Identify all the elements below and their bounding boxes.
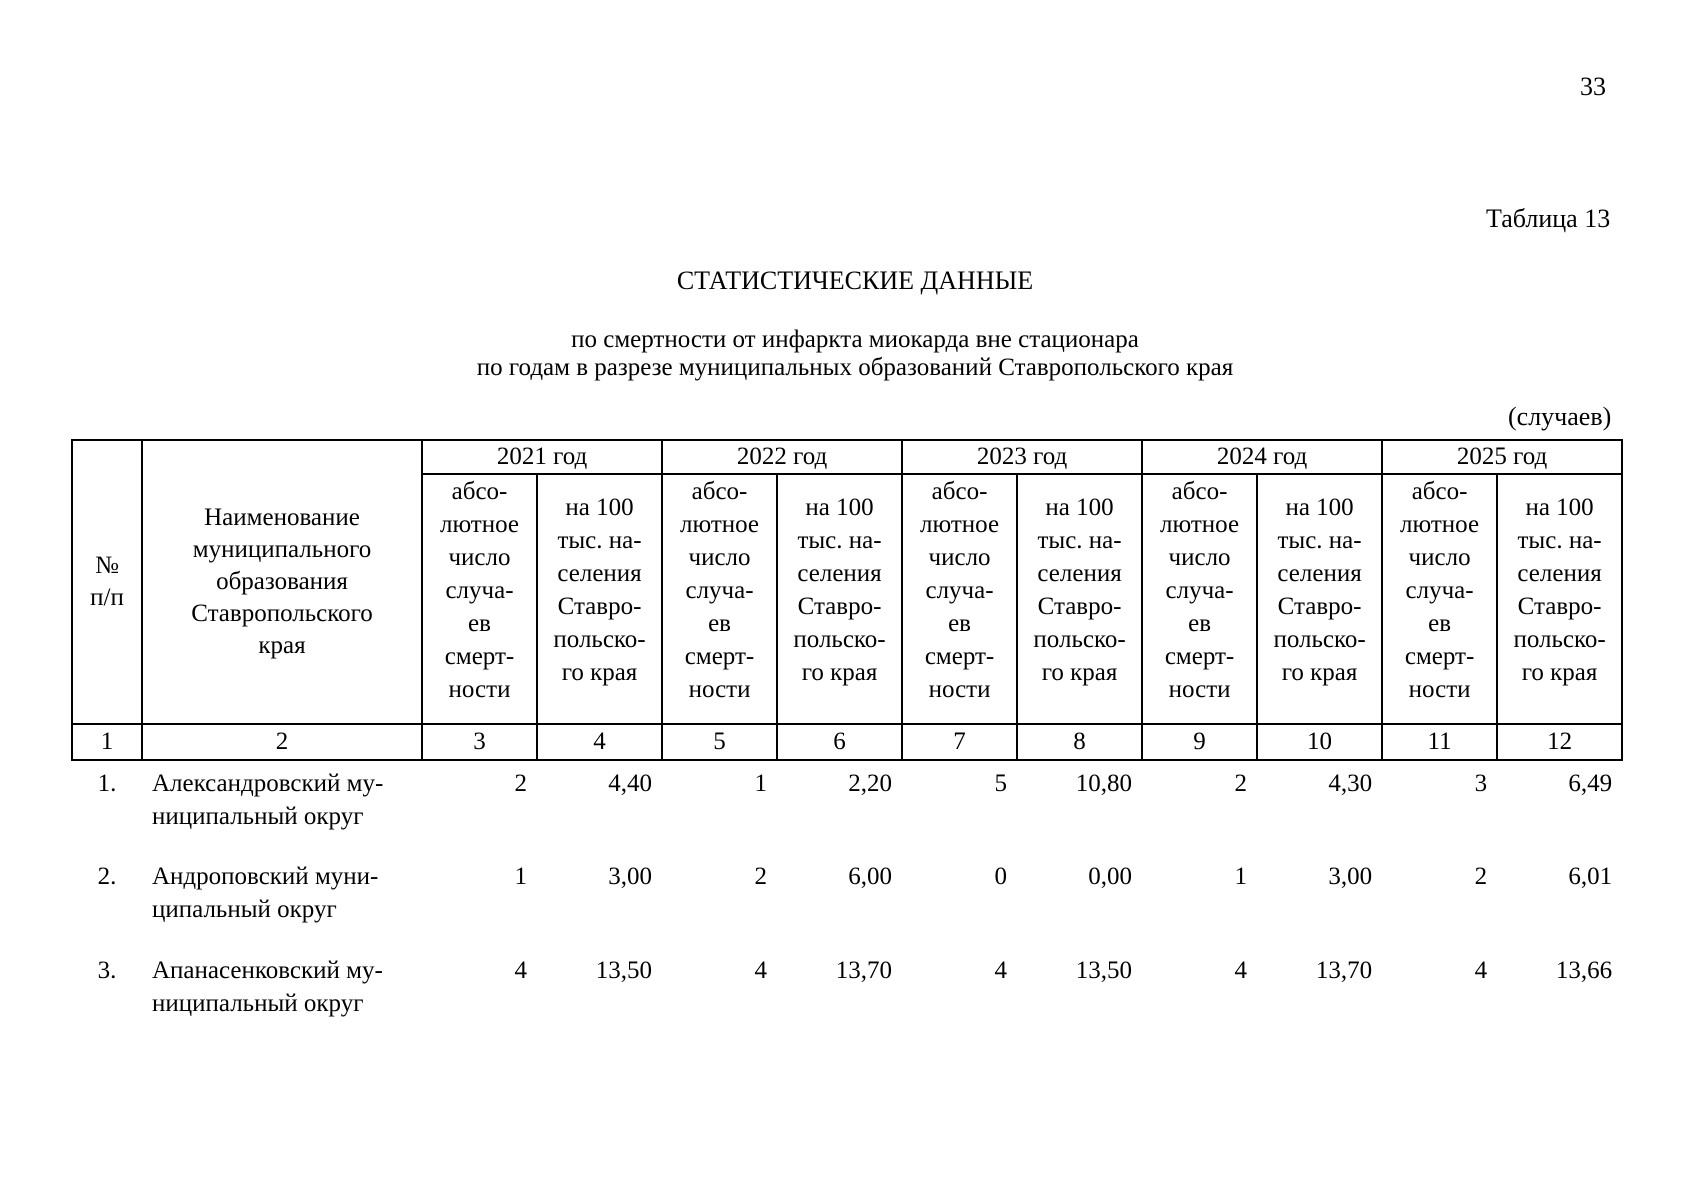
column-number: 4 bbox=[537, 724, 662, 760]
column-number: 10 bbox=[1257, 724, 1382, 760]
header-absolute-count: абсо- лютное число случа- ев смерт- ности bbox=[902, 474, 1017, 724]
header-absolute-count: абсо- лютное число случа- ев смерт- ности bbox=[1382, 474, 1497, 724]
cell-absolute-count: 5 bbox=[994, 770, 1008, 797]
column-number: 3 bbox=[422, 724, 537, 760]
municipality-name: Андроповский муни- ципальный округ bbox=[152, 863, 379, 923]
column-number: 2 bbox=[142, 724, 422, 760]
header-per-100k: на 100 тыс. на- селения Ставро- польско- го края bbox=[537, 474, 662, 724]
cell-absolute-count: 2 bbox=[754, 863, 768, 890]
cell-absolute-count: 4 bbox=[514, 957, 527, 984]
subtitle-line-2: по годам в разрезе муниципальных образований Ставропольского края bbox=[476, 354, 1234, 381]
cell-absolute-count: 0 bbox=[994, 863, 1008, 890]
cell-per-100k: 13,66 bbox=[1555, 957, 1613, 984]
column-number: 8 bbox=[1017, 724, 1142, 760]
cell-absolute-count: 2 bbox=[1474, 863, 1488, 890]
row-number: 3. bbox=[97, 957, 117, 984]
column-numbers-row bbox=[72, 724, 1622, 760]
cell-absolute-count: 1 bbox=[754, 770, 768, 797]
column-number: 5 bbox=[662, 724, 777, 760]
cell-absolute-count: 4 bbox=[1234, 957, 1248, 984]
row-number: 2. bbox=[97, 863, 117, 890]
column-number: 1 bbox=[72, 724, 142, 760]
statistics-table bbox=[71, 439, 1623, 1042]
cell-per-100k: 6,00 bbox=[848, 863, 893, 890]
header-year-2024: 2024 год bbox=[1142, 440, 1382, 474]
header-per-100k: на 100 тыс. на- селения Ставро- польско- го края bbox=[1257, 474, 1382, 724]
cell-per-100k: 3,00 bbox=[1328, 863, 1373, 890]
column-number: 7 bbox=[902, 724, 1017, 760]
cell-per-100k: 6,01 bbox=[1568, 863, 1613, 890]
column-number: 6 bbox=[777, 724, 902, 760]
header-year-2023: 2023 год bbox=[902, 440, 1142, 474]
cell-per-100k: 4,40 bbox=[608, 770, 653, 797]
cell-absolute-count: 4 bbox=[754, 957, 768, 984]
document-title: СТАТИСТИЧЕСКИЕ ДАННЫЕ bbox=[676, 266, 1034, 295]
header-municipality-name: Наименование муниципального образования Ставропольского края bbox=[142, 440, 422, 724]
document-subtitle bbox=[0, 326, 1696, 382]
table-row bbox=[72, 760, 1622, 854]
municipality-name: Апанасенковский му- ниципальный округ bbox=[152, 957, 383, 1017]
column-number: 11 bbox=[1382, 724, 1497, 760]
page-number: 33 bbox=[1580, 72, 1606, 101]
municipality-name: Александровский му- ниципальный округ bbox=[152, 770, 384, 830]
header-absolute-count: абсо- лютное число случа- ев смерт- ности bbox=[662, 474, 777, 724]
cell-per-100k: 10,80 bbox=[1075, 770, 1133, 797]
unit-note: (случаев) bbox=[1508, 402, 1612, 431]
cell-absolute-count: 2 bbox=[514, 770, 527, 797]
header-per-100k: на 100 тыс. на- селения Ставро- польско- го края bbox=[1497, 474, 1622, 724]
cell-absolute-count: 4 bbox=[1474, 957, 1488, 984]
cell-per-100k: 3,00 bbox=[608, 863, 653, 890]
subtitle-line-1: по смертности от инфаркта миокарда вне стационара bbox=[571, 326, 1139, 353]
header-years-row bbox=[72, 440, 1622, 474]
cell-absolute-count: 4 bbox=[994, 957, 1008, 984]
table-label: Таблица 13 bbox=[1486, 204, 1611, 233]
cell-per-100k: 2,20 bbox=[848, 770, 893, 797]
cell-per-100k: 0,00 bbox=[1088, 863, 1133, 890]
column-number: 9 bbox=[1142, 724, 1257, 760]
header-row-number: № п/п bbox=[72, 440, 142, 724]
cell-per-100k: 13,70 bbox=[1315, 957, 1373, 984]
cell-per-100k: 13,70 bbox=[835, 957, 893, 984]
header-year-2025: 2025 год bbox=[1382, 440, 1622, 474]
row-number: 1. bbox=[97, 770, 117, 797]
header-per-100k: на 100 тыс. на- селения Ставро- польско- го края bbox=[1017, 474, 1142, 724]
cell-per-100k: 13,50 bbox=[1075, 957, 1133, 984]
table-row bbox=[72, 948, 1622, 1042]
cell-per-100k: 6,49 bbox=[1568, 770, 1613, 797]
header-absolute-count: абсо- лютное число случа- ев смерт- ности bbox=[1142, 474, 1257, 724]
cell-per-100k: 4,30 bbox=[1328, 770, 1373, 797]
header-absolute-count: абсо- лютное число случа- ев смерт- ности bbox=[422, 474, 537, 724]
header-per-100k: на 100 тыс. на- селения Ставро- польско- го края bbox=[777, 474, 902, 724]
cell-absolute-count: 1 bbox=[514, 863, 527, 890]
table-row bbox=[72, 854, 1622, 948]
header-year-2022: 2022 год bbox=[662, 440, 902, 474]
cell-absolute-count: 1 bbox=[1234, 863, 1248, 890]
column-number: 12 bbox=[1497, 724, 1622, 760]
cell-absolute-count: 2 bbox=[1234, 770, 1248, 797]
header-year-2021: 2021 год bbox=[422, 440, 662, 474]
table-body bbox=[72, 760, 1622, 1042]
cell-absolute-count: 3 bbox=[1474, 770, 1488, 797]
cell-per-100k: 13,50 bbox=[595, 957, 653, 984]
